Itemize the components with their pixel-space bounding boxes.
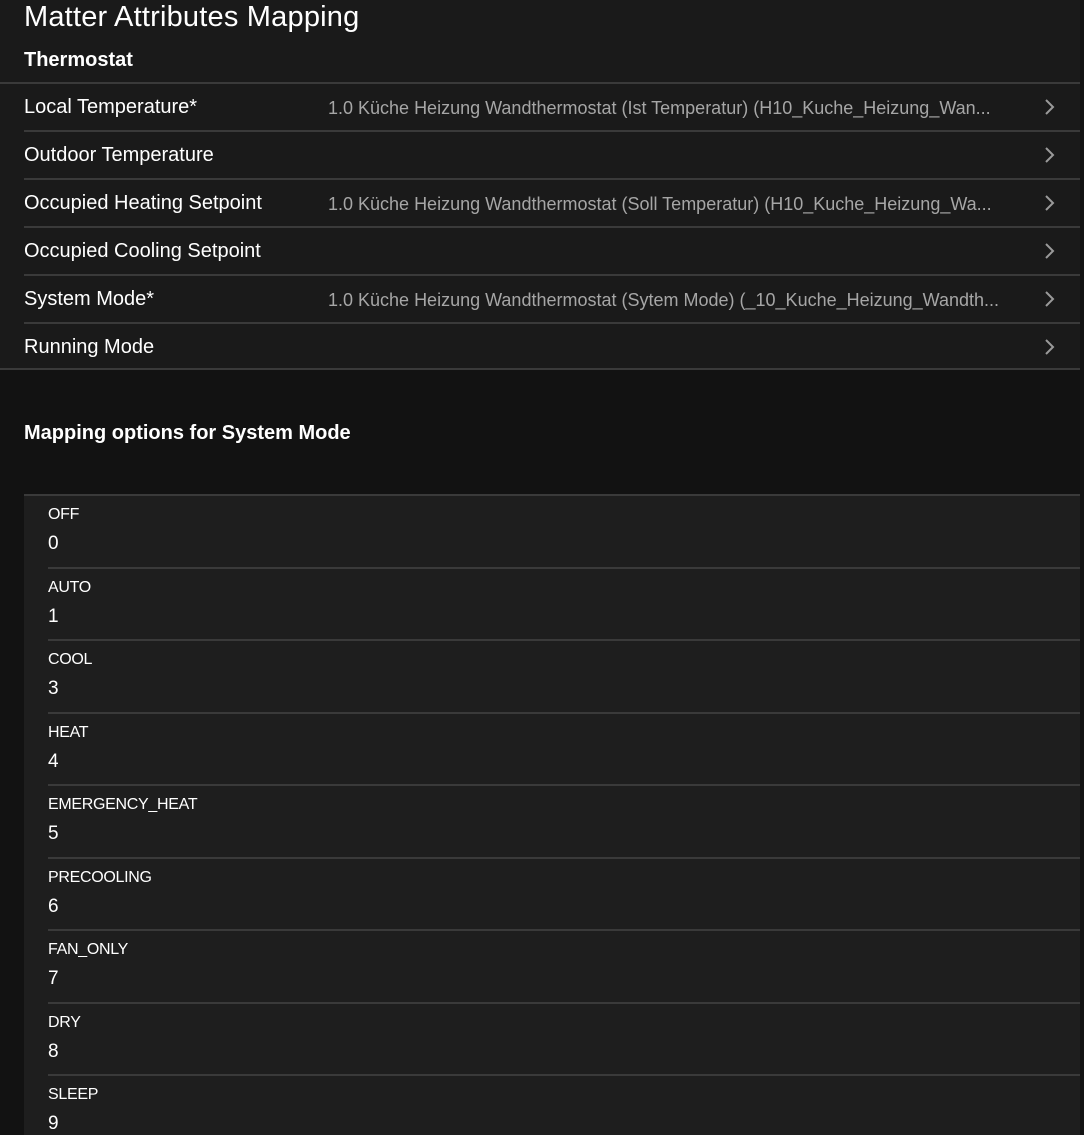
page-title: Matter Attributes Mapping: [24, 1, 360, 33]
mapping-option-label: OFF: [48, 506, 80, 523]
attribute-name: System Mode*: [24, 288, 155, 310]
chevron-right-icon: [1043, 98, 1057, 116]
chevron-right-icon: [1043, 290, 1057, 308]
mapping-title: Mapping options for System Mode: [24, 422, 351, 444]
mapping-option-label: DRY: [48, 1013, 81, 1031]
chevron-right-icon: [1043, 338, 1057, 356]
mapping-option-value: 9: [48, 1113, 59, 1134]
mapping-option[interactable]: [48, 641, 1080, 714]
section-title: Thermostat: [24, 49, 133, 71]
mapping-option[interactable]: [48, 496, 1080, 569]
mapping-option[interactable]: [48, 714, 1080, 787]
attribute-value: 1.0 Küche Heizung Wandthermostat (Soll Temperatur) (H10_Kuche_Heizung_Wa...: [328, 194, 992, 214]
mapping-option[interactable]: [48, 1004, 1080, 1077]
mapping-options-list: [24, 494, 1080, 1135]
mapping-option-label: FAN_ONLY: [48, 941, 128, 958]
mapping-option-value: 8: [48, 1040, 59, 1062]
mapping-option-label: HEAT: [48, 723, 89, 741]
mapping-option[interactable]: [48, 786, 1080, 859]
attribute-name: Running Mode: [24, 336, 155, 358]
attribute-row-outdoor-temperature[interactable]: [0, 132, 1080, 178]
attribute-row-running-mode[interactable]: [0, 324, 1080, 368]
chevron-right-icon: [1043, 146, 1057, 164]
attribute-row-occupied-cooling-setpoint[interactable]: [0, 228, 1080, 274]
mapping-option-label: SLEEP: [48, 1086, 99, 1103]
mapping-option-label: AUTO: [48, 578, 91, 596]
attribute-row-system-mode[interactable]: [0, 276, 1080, 322]
mapping-option[interactable]: [48, 569, 1080, 642]
mapping-option-value: 5: [48, 823, 59, 844]
divider: [0, 368, 1080, 370]
attribute-name: Occupied Heating Setpoint: [24, 192, 262, 214]
chevron-right-icon: [1043, 242, 1057, 260]
attribute-name: Occupied Cooling Setpoint: [24, 240, 261, 262]
mapping-option[interactable]: [48, 931, 1080, 1004]
mapping-option[interactable]: [48, 1076, 1080, 1135]
chevron-right-icon: [1043, 194, 1057, 212]
attribute-value: 1.0 Küche Heizung Wandthermostat (Sytem Mode) (_10_Kuche_Heizung_Wandth...: [328, 290, 1000, 310]
attribute-value: 1.0 Küche Heizung Wandthermostat (Ist Temperatur) (H10_Kuche_Heizung_Wan...: [328, 98, 991, 118]
attribute-name: Local Temperature*: [24, 96, 198, 118]
thermostat-panel: [0, 0, 1080, 370]
mapping-option-label: EMERGENCY_HEAT: [48, 796, 198, 813]
mapping-option-value: 3: [48, 678, 59, 699]
mapping-option-value: 7: [48, 968, 59, 989]
attribute-row-occupied-heating-setpoint[interactable]: [0, 180, 1080, 226]
mapping-option-value: 1: [48, 605, 59, 627]
mapping-option-value: 0: [48, 533, 59, 554]
attribute-row-local-temperature[interactable]: [0, 84, 1080, 130]
mapping-option-label: COOL: [48, 651, 93, 668]
mapping-option[interactable]: [48, 859, 1080, 932]
attribute-name: Outdoor Temperature: [24, 144, 214, 166]
mapping-option-value: 4: [48, 750, 59, 772]
mapping-option-value: 6: [48, 895, 59, 917]
mapping-option-label: PRECOOLING: [48, 868, 152, 886]
